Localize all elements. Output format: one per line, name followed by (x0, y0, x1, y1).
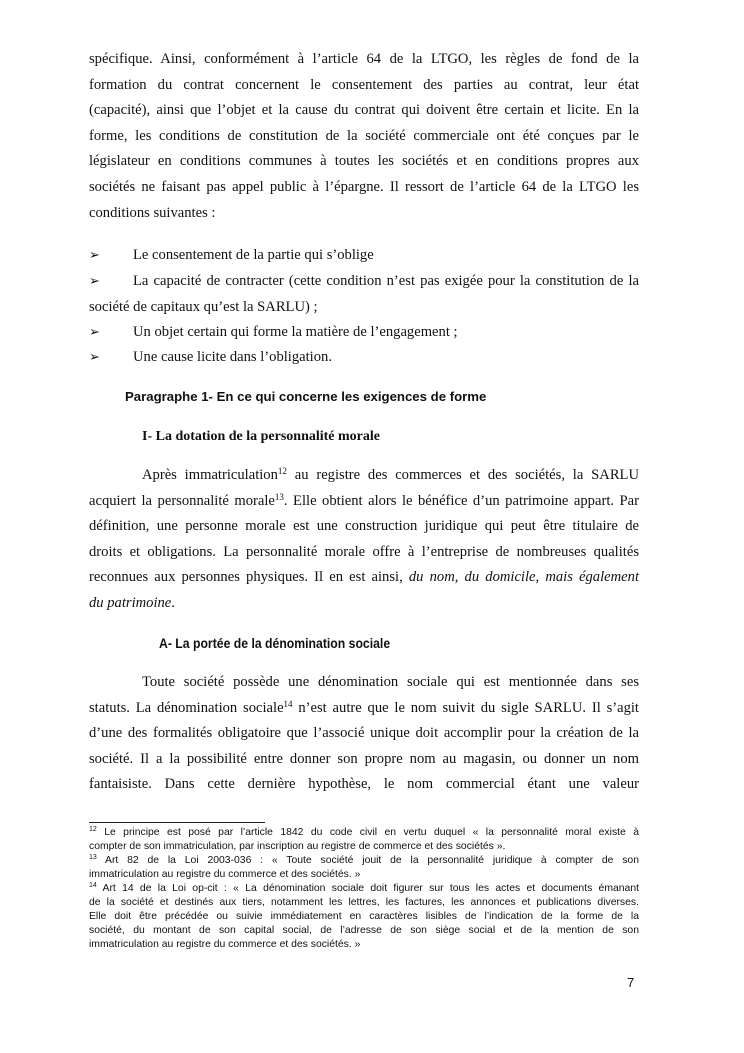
text-line: définition, une personne morale est une construction juridique qui peut être titulaire de (89, 518, 639, 535)
footnote-12 (89, 826, 639, 854)
section-heading-paragraphe-1: Paragraphe 1- En ce qui concerne les exigences de forme (125, 389, 487, 404)
bullet-item (89, 320, 639, 346)
footnote-14 (89, 882, 639, 952)
text-line: conditions suivantes : (89, 204, 216, 221)
text-line: statuts. La dénomination sociale$^{14}$ n’est autre que le nom suivit du sigle SARLU. Il s’agit (89, 698, 639, 716)
text-line: formation du contrat concernent le consentement des parties au contrat, leur état (89, 76, 639, 93)
text-line: d’une des formalités obligatoire que l’associé unique doit accomplir pour la création de la (89, 725, 639, 742)
footnote-line: société, du montant de son capital social, de l’adresse de son siège social et de la mention de son (89, 924, 639, 936)
footnote-divider (89, 822, 265, 823)
bullet-text: La capacité de contracter (cette condition n’est pas exigée pour la constitution de la (133, 273, 639, 289)
text-line: reconnues aux personnes physiques. Il en est ainsi, du nom, du domicile, mais également (89, 569, 639, 586)
bullet-item (89, 243, 639, 269)
intro-paragraph (89, 47, 639, 226)
bullet-item (89, 345, 639, 371)
footnote-line: immatriculation au registre du commerce et des sociétés. » (89, 868, 361, 880)
bullet-text: Une cause licite dans l’obligation. (133, 349, 332, 365)
bullet-continuation (89, 295, 639, 321)
text-line: législateur en conditions communes à toutes les sociétés et en conditions propres aux (89, 153, 639, 170)
denomination-paragraph (89, 670, 639, 798)
footnote-line: de la société et destinés aux tiers, notamment les lettres, les factures, les annonces et publications diverses. (89, 896, 639, 908)
arrow-bullet-icon: ➢ (89, 325, 100, 340)
footnote-ref-13[interactable]: 13 (274, 491, 284, 502)
footnote-line: $^{14}$ Art 14 de la Loi op-cit : « La dénomination sociale doit figurer sur tous les actes et documents émanant (89, 882, 639, 894)
footnote-line: Elle doit être précédée ou suivie immédiatement en caractères lisibles de l’indication de la forme de la (89, 910, 639, 922)
text-line: Toute société possède une dénomination sociale qui est mentionnée dans ses (142, 674, 639, 690)
bullet-item (89, 269, 639, 295)
text-line: fantaisiste. Dans cette dernière hypothèse, le nom commercial étant une valeur (89, 776, 639, 793)
bullet-text: Le consentement de la partie qui s’oblige (133, 247, 374, 263)
text-line: société de capitaux qu’est la SARLU) ; (89, 299, 318, 315)
text-line: acquiert la personnalité morale$^{13}$. Elle obtient alors le bénéfice d’un patrimoine appart. Par (89, 491, 639, 509)
text-line: droits et obligations. La personnalité morale offre à l’entreprise de nombreuses qualités (89, 543, 639, 560)
page-number: 7 (627, 975, 635, 990)
text-line: société. Il a la possibilité entre donner son propre nom au magasin, ou donner un nom (89, 750, 639, 767)
footnote-line: $^{12}$ Le principe est posé par l’article 1842 du code civil en vertu duquel « la personnalité moral existe à (89, 826, 639, 838)
section-heading-A: A- La portée de la dénomination sociale (159, 636, 391, 651)
text-line: spécifique. Ainsi, conformément à l’article 64 de la LTGO, les règles de fond de la (89, 51, 639, 67)
text-line: forme, les conditions de constitution de la société commerciale ont été conçues par le (89, 127, 639, 144)
footnote-ref-12[interactable]: 12 (277, 466, 287, 476)
arrow-bullet-icon: ➢ (89, 350, 100, 365)
footnote-ref-14[interactable]: 14 (283, 698, 293, 709)
arrow-bullet-icon: ➢ (89, 248, 100, 263)
bullet-text: Un objet certain qui forme la matière de l’engagement ; (133, 324, 458, 340)
text-line: (capacité), ainsi que l’objet et la cause du contrat qui doivent être certain et licite. En la (89, 102, 639, 119)
section-heading-I: I- La dotation de la personnalité morale (142, 429, 380, 444)
footnote-13 (89, 854, 639, 882)
arrow-bullet-icon: ➢ (89, 274, 100, 289)
text-line: Après immatriculation$^{12}$ au registre des commerces et des sociétés, la SARLU (142, 466, 640, 483)
personality-paragraph (89, 463, 639, 617)
footnote-line: compter de son immatriculation, par inscription au registre de commerce et des sociétés ». (89, 840, 506, 852)
text-line: du patrimoine. (89, 594, 175, 611)
footnote-line: $^{13}$ Art 82 de la Loi 2003-036 : « Toute société jouit de la personnalité juridique à compter de son (89, 854, 639, 866)
footnote-line: immatriculation au registre du commerce et des sociétés. » (89, 938, 361, 950)
text-line: sociétés ne faisant pas appel public à l’épargne. Il ressort de l’article 64 de la LTGO les (89, 178, 639, 195)
